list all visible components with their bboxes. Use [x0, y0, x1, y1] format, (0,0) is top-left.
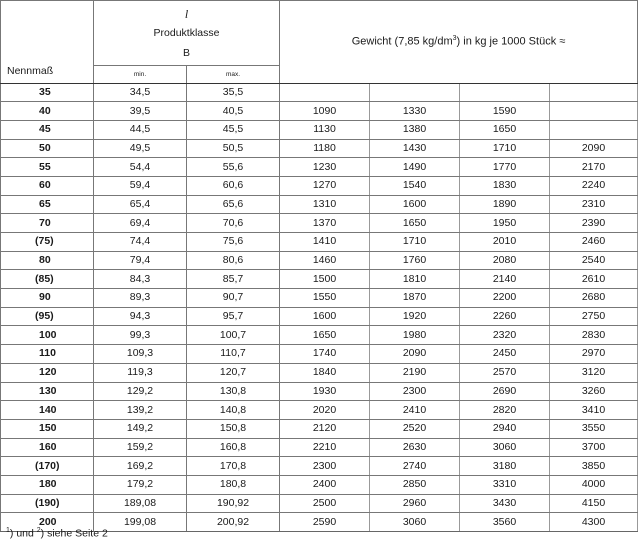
gewicht-cell: 1600 [280, 307, 370, 326]
max-cell: 70,6 [187, 214, 280, 233]
min-cell: 199,08 [94, 513, 187, 532]
gewicht-cell: 1380 [370, 120, 460, 139]
nennmass-cell: 110 [1, 345, 94, 364]
min-cell: 109,3 [94, 345, 187, 364]
max-cell: 180,8 [187, 475, 280, 494]
max-cell: 95,7 [187, 307, 280, 326]
gewicht-cell: 4000 [550, 475, 638, 494]
nennmass-cell: 120 [1, 363, 94, 382]
min-cell: 84,3 [94, 270, 187, 289]
nennmass-cell: 50 [1, 139, 94, 158]
min-cell: 79,4 [94, 251, 187, 270]
min-cell: 99,3 [94, 326, 187, 345]
gewicht-cell: 3560 [460, 513, 550, 532]
gewicht-cell: 4300 [550, 513, 638, 532]
max-cell: 55,6 [187, 158, 280, 177]
nennmass-cell: 35 [1, 83, 94, 102]
table-row [1, 289, 638, 308]
gewicht-cell: 1650 [280, 326, 370, 345]
gewicht-cell: 2090 [550, 139, 638, 158]
gewicht-cell: 3700 [550, 438, 638, 457]
nennmass-cell: (85) [1, 270, 94, 289]
gewicht-cell: 2320 [460, 326, 550, 345]
gewicht-cell: 2140 [460, 270, 550, 289]
gewicht-cell: 2690 [460, 382, 550, 401]
table-row [1, 401, 638, 420]
table-row [1, 270, 638, 289]
gewicht-cell: 1500 [280, 270, 370, 289]
gewicht-cell: 1650 [370, 214, 460, 233]
max-cell: 75,6 [187, 233, 280, 252]
gewicht-cell: 1180 [280, 139, 370, 158]
gewicht-cell: 1430 [370, 139, 460, 158]
min-cell: 149,2 [94, 419, 187, 438]
nennmass-cell: 45 [1, 120, 94, 139]
gewicht-cell: 1920 [370, 307, 460, 326]
table-row [1, 494, 638, 513]
gewicht-cell: 2090 [370, 345, 460, 364]
table-row [1, 438, 638, 457]
gewicht-cell: 1740 [280, 345, 370, 364]
gewicht-cell: 1490 [370, 158, 460, 177]
gewicht-cell: 2170 [550, 158, 638, 177]
gewicht-cell: 1270 [280, 176, 370, 195]
min-cell: 69,4 [94, 214, 187, 233]
gewicht-cell: 1650 [460, 120, 550, 139]
gewicht-cell: 3180 [460, 457, 550, 476]
table-row [1, 457, 638, 476]
nennmass-cell: 90 [1, 289, 94, 308]
max-cell: 65,6 [187, 195, 280, 214]
gewicht-cell: 2240 [550, 176, 638, 195]
min-cell: 39,5 [94, 102, 187, 121]
gewicht-cell: 2830 [550, 326, 638, 345]
gewicht-cell: 2940 [460, 419, 550, 438]
nennmass-cell: 200 [1, 513, 94, 532]
min-cell: 169,2 [94, 457, 187, 476]
gewicht-cell: 2020 [280, 401, 370, 420]
min-cell: 139,2 [94, 401, 187, 420]
gewicht-cell: 2610 [550, 270, 638, 289]
min-cell: 189,08 [94, 494, 187, 513]
gewicht-cell: 2540 [550, 251, 638, 270]
produktklasse-header: Produktklasse B [94, 27, 280, 65]
gewicht-cell: 2200 [460, 289, 550, 308]
table-row [1, 214, 638, 233]
nennmass-cell: (75) [1, 233, 94, 252]
gewicht-cell: 4150 [550, 494, 638, 513]
gewicht-cell: 2680 [550, 289, 638, 308]
nennmass-cell: 160 [1, 438, 94, 457]
nennmass-cell: 100 [1, 326, 94, 345]
nennmass-cell: (190) [1, 494, 94, 513]
gewicht-cell: 2450 [460, 345, 550, 364]
gewicht-cell: 3060 [460, 438, 550, 457]
table-row [1, 158, 638, 177]
gewicht-cell [550, 83, 638, 102]
min-cell: 54,4 [94, 158, 187, 177]
gewicht-cell: 2570 [460, 363, 550, 382]
max-cell: 100,7 [187, 326, 280, 345]
table-row [1, 345, 638, 364]
max-cell: 190,92 [187, 494, 280, 513]
nennmass-header: Nennmaß [1, 1, 94, 84]
nennmass-cell: (95) [1, 307, 94, 326]
min-cell: 89,3 [94, 289, 187, 308]
gewicht-cell: 2820 [460, 401, 550, 420]
gewicht-cell: 2970 [550, 345, 638, 364]
table-row [1, 475, 638, 494]
gewicht-cell: 1330 [370, 102, 460, 121]
gewicht-cell: 1130 [280, 120, 370, 139]
gewicht-cell [370, 83, 460, 102]
gewicht-cell: 1600 [370, 195, 460, 214]
gewicht-cell: 1840 [280, 363, 370, 382]
table-row [1, 363, 638, 382]
table-row [1, 251, 638, 270]
gewicht-cell: 1890 [460, 195, 550, 214]
gewicht-header: Gewicht (7,85 $kg/dm^3$) in kg je 1000 Stück ≈ [280, 1, 638, 84]
gewicht-cell: 2390 [550, 214, 638, 233]
gewicht-cell [550, 120, 638, 139]
max-cell: 90,7 [187, 289, 280, 308]
gewicht-cell: 2190 [370, 363, 460, 382]
nennmass-cell: 180 [1, 475, 94, 494]
gewicht-cell: 1870 [370, 289, 460, 308]
l-header [94, 1, 280, 28]
gewicht-cell [550, 102, 638, 121]
max-cell: 40,5 [187, 102, 280, 121]
gewicht-cell: 1410 [280, 233, 370, 252]
table-row [1, 382, 638, 401]
gewicht-cell: 2300 [370, 382, 460, 401]
gewicht-cell: 1770 [460, 158, 550, 177]
gewicht-cell: 2750 [550, 307, 638, 326]
min-cell: 129,2 [94, 382, 187, 401]
gewicht-cell: 3850 [550, 457, 638, 476]
min-cell: 119,3 [94, 363, 187, 382]
min-header: min. [94, 65, 187, 83]
nennmass-cell: 55 [1, 158, 94, 177]
gewicht-cell: 1950 [460, 214, 550, 233]
table-row [1, 326, 638, 345]
gewicht-cell: 3550 [550, 419, 638, 438]
footnote: $^1$) und $^2$) siehe Seite 2 [6, 527, 108, 540]
nennmass-cell: 65 [1, 195, 94, 214]
gewicht-cell: 2260 [460, 307, 550, 326]
gewicht-cell: 2080 [460, 251, 550, 270]
gewicht-cell: 3120 [550, 363, 638, 382]
gewicht-cell: 1460 [280, 251, 370, 270]
gewicht-cell: 1230 [280, 158, 370, 177]
gewicht-cell: 1980 [370, 326, 460, 345]
gewicht-cell: 2010 [460, 233, 550, 252]
min-cell: 65,4 [94, 195, 187, 214]
nennmass-cell: 140 [1, 401, 94, 420]
gewicht-cell: 1930 [280, 382, 370, 401]
gewicht-cell: 2460 [550, 233, 638, 252]
table-row [1, 233, 638, 252]
gewicht-cell: 1710 [370, 233, 460, 252]
gewicht-cell: 2850 [370, 475, 460, 494]
table-row [1, 176, 638, 195]
gewicht-cell: 2520 [370, 419, 460, 438]
gewicht-cell: 1590 [460, 102, 550, 121]
min-cell: 34,5 [94, 83, 187, 102]
gewicht-cell: 1710 [460, 139, 550, 158]
gewicht-cell: 3060 [370, 513, 460, 532]
max-cell: 170,8 [187, 457, 280, 476]
gewicht-cell: 2410 [370, 401, 460, 420]
max-cell: 130,8 [187, 382, 280, 401]
gewicht-cell [460, 83, 550, 102]
max-cell: 60,6 [187, 176, 280, 195]
table-row [1, 419, 638, 438]
min-cell: 59,4 [94, 176, 187, 195]
table-body [1, 83, 638, 532]
table-row [1, 120, 638, 139]
gewicht-cell: 1810 [370, 270, 460, 289]
table-row [1, 102, 638, 121]
max-cell: 160,8 [187, 438, 280, 457]
nennmass-cell: 80 [1, 251, 94, 270]
min-cell: 159,2 [94, 438, 187, 457]
klasse-label: B [182, 47, 190, 59]
gewicht-cell: 1370 [280, 214, 370, 233]
table-row [1, 83, 638, 102]
nennmass-cell: 70 [1, 214, 94, 233]
min-cell: 49,5 [94, 139, 187, 158]
max-cell: 200,92 [187, 513, 280, 532]
gewicht-cell: 2740 [370, 457, 460, 476]
max-cell: 50,5 [187, 139, 280, 158]
gewicht-cell: 3260 [550, 382, 638, 401]
max-header: max. [187, 65, 280, 83]
gewicht-cell: 2500 [280, 494, 370, 513]
gewicht-cell: 3410 [550, 401, 638, 420]
gewicht-cell: 1830 [460, 176, 550, 195]
nennmass-cell: 60 [1, 176, 94, 195]
gewicht-cell: 2210 [280, 438, 370, 457]
max-cell: 140,8 [187, 401, 280, 420]
min-cell: 74,4 [94, 233, 187, 252]
nennmass-cell: 40 [1, 102, 94, 121]
max-cell: 35,5 [187, 83, 280, 102]
max-cell: 85,7 [187, 270, 280, 289]
gewicht-cell [280, 83, 370, 102]
nennmass-cell: 150 [1, 419, 94, 438]
table-row [1, 195, 638, 214]
max-cell: 80,6 [187, 251, 280, 270]
table-row [1, 307, 638, 326]
gewicht-cell: 2400 [280, 475, 370, 494]
min-cell: 179,2 [94, 475, 187, 494]
nennmass-cell: (170) [1, 457, 94, 476]
gewicht-cell: 1550 [280, 289, 370, 308]
max-cell: 110,7 [187, 345, 280, 364]
gewicht-cell: 1760 [370, 251, 460, 270]
gewicht-cell: 2630 [370, 438, 460, 457]
max-cell: 150,8 [187, 419, 280, 438]
gewicht-cell: 1310 [280, 195, 370, 214]
min-cell: 94,3 [94, 307, 187, 326]
max-cell: 120,7 [187, 363, 280, 382]
gewicht-cell: 2300 [280, 457, 370, 476]
max-cell: 45,5 [187, 120, 280, 139]
nennmass-cell: 130 [1, 382, 94, 401]
table-row [1, 139, 638, 158]
gewicht-cell: 1090 [280, 102, 370, 121]
gewicht-cell: 3430 [460, 494, 550, 513]
gewicht-cell: 2310 [550, 195, 638, 214]
l-symbol: l [184, 7, 189, 21]
gewicht-cell: 2960 [370, 494, 460, 513]
min-cell: 44,5 [94, 120, 187, 139]
gewicht-cell: 2590 [280, 513, 370, 532]
gewicht-cell: 2120 [280, 419, 370, 438]
gewicht-cell: 3310 [460, 475, 550, 494]
gewicht-cell: 1540 [370, 176, 460, 195]
